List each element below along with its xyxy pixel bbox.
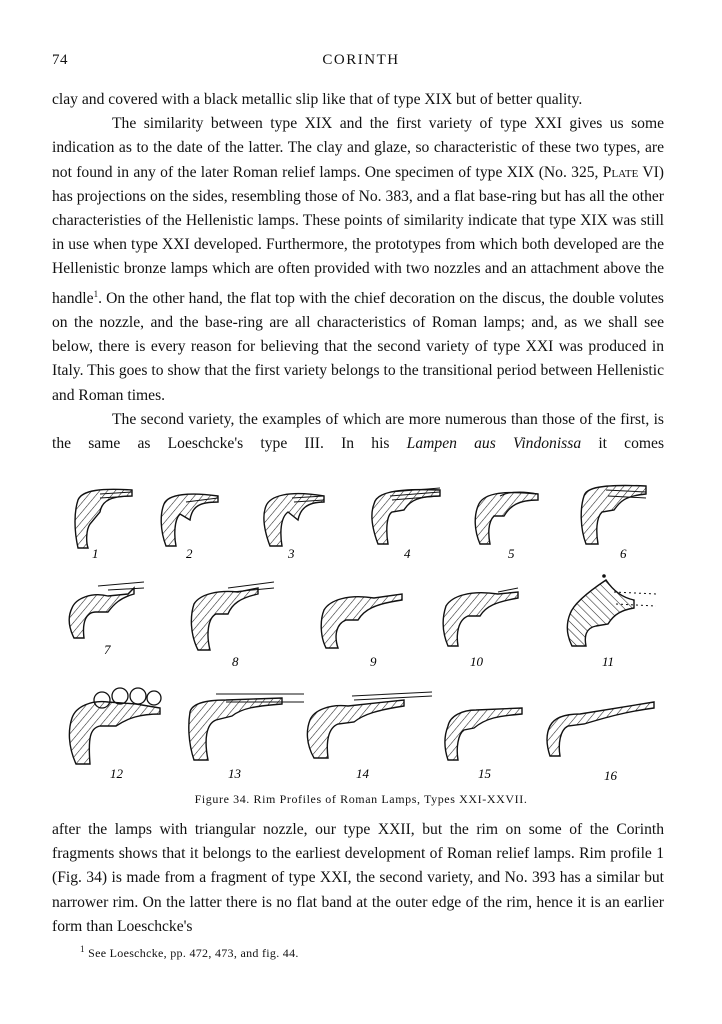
paragraph-2 (52, 112, 664, 408)
profile-label: 5 (508, 546, 515, 561)
profile-14 (307, 692, 432, 758)
page-number: 74 (52, 52, 68, 68)
profile-label: 12 (110, 766, 123, 781)
profile-13 (189, 694, 304, 760)
profile-2 (161, 494, 218, 546)
footnote-text: See Loeschcke, pp. 472, 473, and fig. 44. (88, 946, 299, 960)
book-title: Lampen aus Vindonissa (406, 435, 582, 453)
profile-15 (445, 708, 522, 760)
profile-label: 10 (470, 654, 483, 669)
profile-1 (75, 489, 132, 548)
profile-label: 9 (370, 654, 377, 669)
figure-caption: Figure 34. Rim Profiles of Roman Lamps, Types XXI-XXVII. (194, 792, 528, 806)
running-head: CORINTH (322, 52, 400, 68)
profile-label: 1 (92, 546, 99, 561)
profile-9 (321, 594, 402, 648)
footnote (80, 944, 299, 961)
profile-7 (69, 582, 144, 638)
profile-label: 13 (228, 766, 241, 781)
p2-part-c: . On the other hand, the flat top with the chief decoration on the discus, the double volutes on the nozzle, and the base-ring are all characteristics of Roman lamps; and, as we shall see below, there is every reason for believing that the second variety of type XXI was produced in Italy. This goes to show that the first variety belongs to the transitional period between Hellenistic and Roman times. (52, 289, 664, 404)
footnote-marker: 1 (93, 288, 99, 299)
body-text-top (52, 88, 664, 456)
rim-profiles-drawing (52, 476, 672, 796)
profile-label: 7 (104, 642, 111, 657)
p2-part-a: The similarity between type XIX and the first variety of type XXI gives us some indication as to the date of the latter. The clay and glaze, so characteristic of these two types, are not found in any of the later Roman relief lamps. One specimen of type XIX (No. 325, (52, 115, 664, 181)
p3-part-b: it comes (581, 435, 665, 453)
profile-12 (69, 688, 161, 764)
profile-label: 3 (288, 546, 295, 561)
profile-label: 6 (620, 546, 627, 561)
profile-label: 4 (404, 546, 411, 561)
p3-part-a: The second variety, the examples of which are more numerous than those of the first, is the same as Loeschcke's type III. In his (52, 410, 664, 453)
paragraph-1: clay and covered with a black metallic slip like that of type XIX but of better quality. (52, 91, 583, 108)
profile-4 (372, 488, 440, 544)
profile-label: 2 (186, 546, 193, 561)
profile-11 (567, 574, 656, 646)
profile-8 (191, 582, 274, 650)
profile-5 (475, 492, 538, 544)
profile-label: 15 (478, 766, 491, 781)
profile-10 (443, 588, 518, 646)
body-text-bottom (52, 818, 664, 939)
profile-3 (264, 494, 324, 546)
paragraph-4: after the lamps with triangular nozzle, our type XXII, but the rim on some of the Corinth fragments shows that it belongs to the earliest development of Roman relief lamps. Rim profile 1 (Fig. 34) is made from a fragment of type XXI, the second variety, and No. 393 has a similar but narrower rim. On the latter there is no flat band at the outer edge of the rim, hence it is an earlier form than Loeschcke's (52, 821, 664, 935)
footnote-mark: 1 (80, 944, 85, 954)
profile-16 (547, 702, 654, 756)
p2-part-b: VI) has projections on the sides, resembling those of No. 383, and a flat base-ring but has all the other characteristies of the Hellenistic lamps. These points of similarity indicate that type XIX was still in use when type XXI developed. Furthermore, the prototypes from which both developed are the Hellenistic bronze lamps which are often provided with two nozzles and an attachment above the handle (52, 163, 664, 307)
profile-label: 11 (602, 654, 615, 669)
profile-label: 14 (356, 766, 369, 781)
profile-label: 16 (604, 768, 617, 783)
paragraph-3 (52, 408, 664, 456)
profile-6 (581, 485, 646, 544)
plate-reference: Plate (602, 163, 639, 181)
figure-rim-profiles (52, 476, 672, 806)
profile-label: 8 (232, 654, 239, 669)
